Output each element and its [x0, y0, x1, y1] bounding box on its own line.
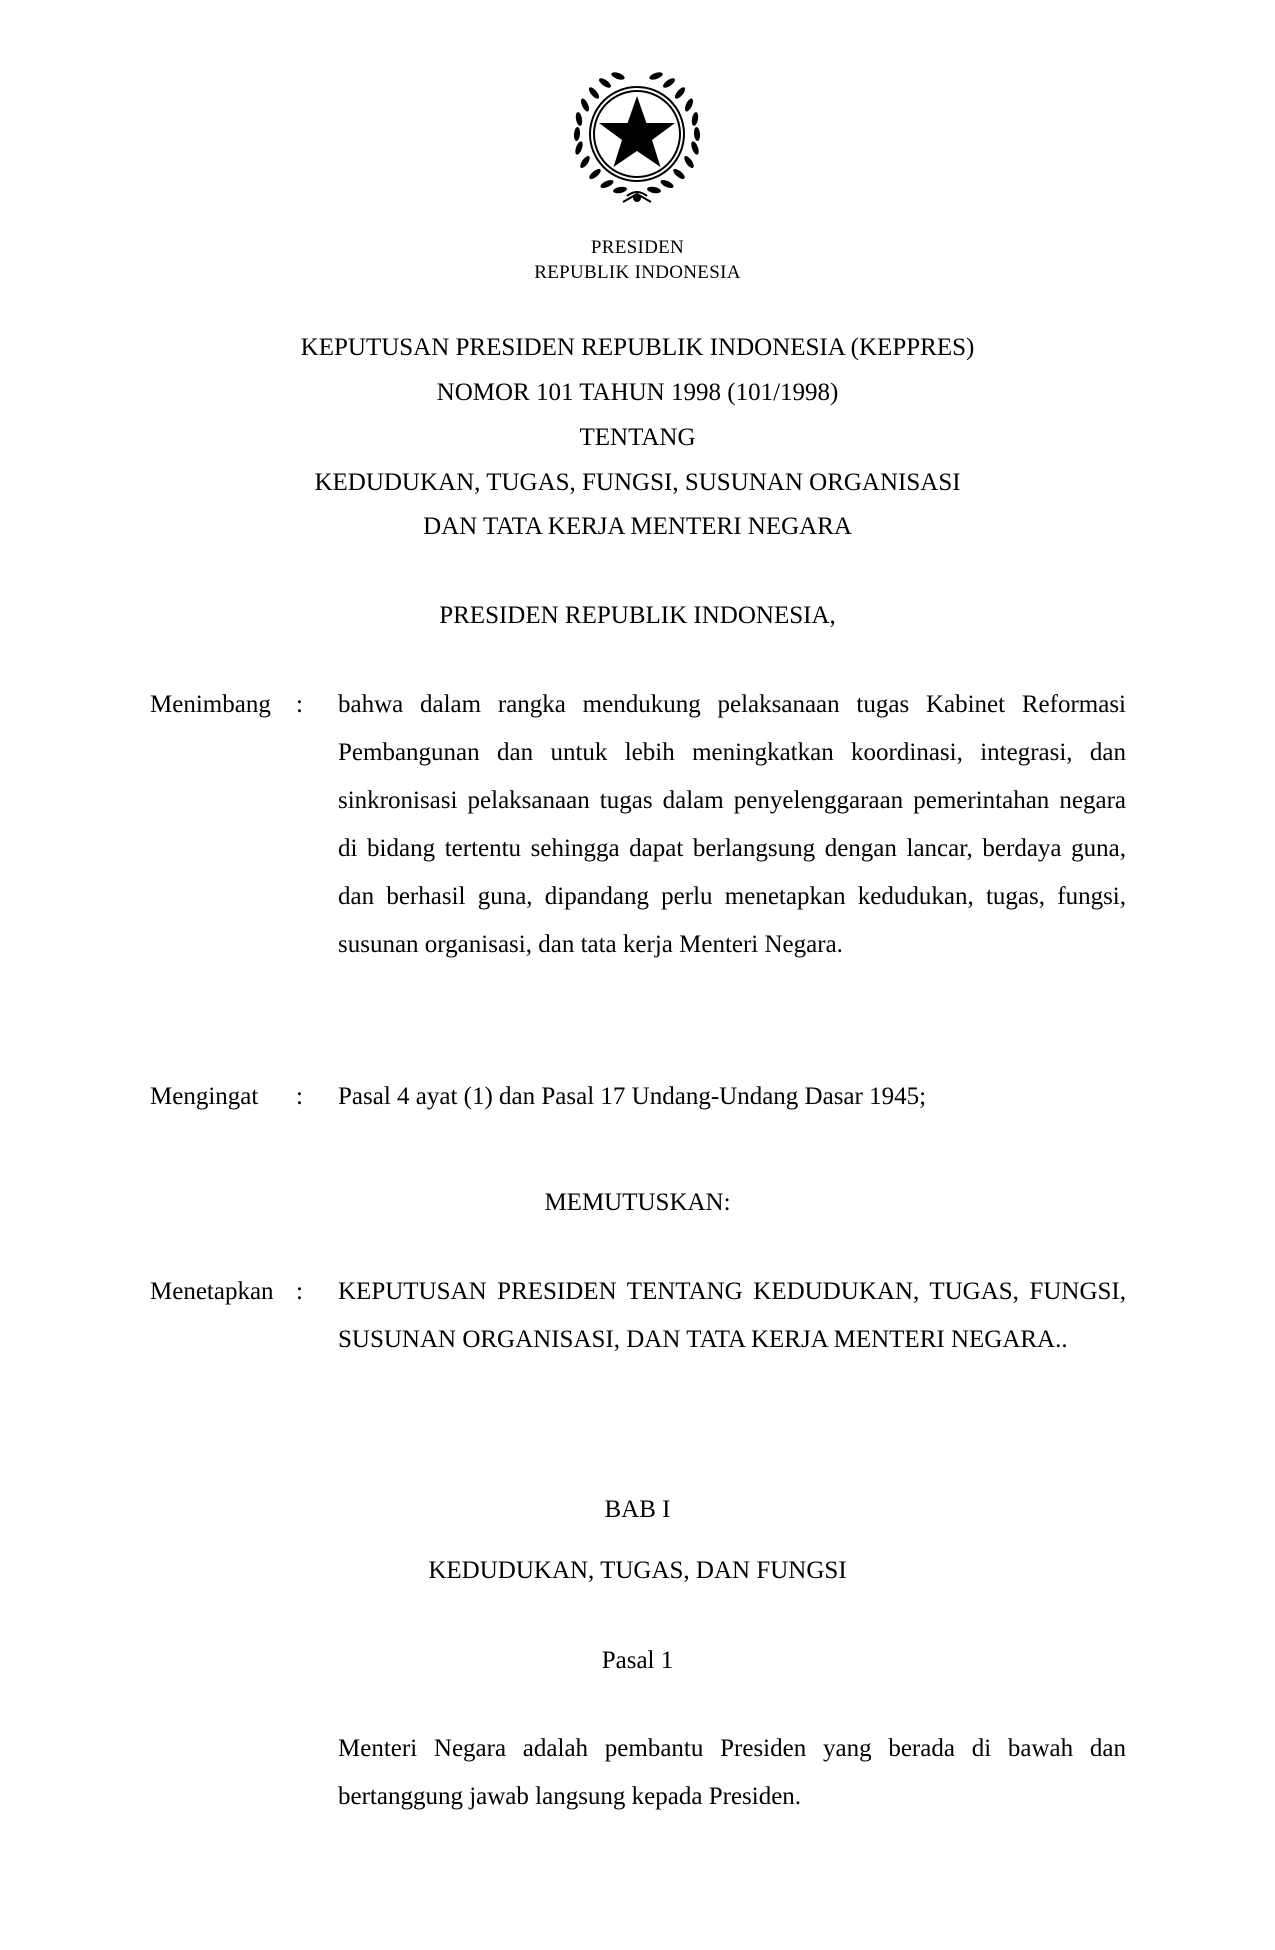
menetapkan-text: KEPUTUSAN PRESIDEN TENTANG KEDUDUKAN, TUGAS, FUNGSI, SUSUNAN ORGANISASI, DAN TATA KERJA MENTERI NEGARA..: [338, 1278, 1126, 1353]
mengingat-label: Mengingat: [150, 1083, 259, 1110]
menimbang-colon: :: [296, 691, 303, 718]
menetapkan-label: Menetapkan: [150, 1278, 274, 1305]
pasal-title: Pasal 1: [601, 1647, 674, 1674]
title-line-1: KEPUTUSAN PRESIDEN REPUBLIK INDONESIA (KEPPRES): [300, 334, 975, 361]
mengingat-colon: :: [296, 1083, 303, 1110]
title-line-3: TENTANG: [579, 424, 696, 451]
menimbang-text: bahwa dalam rangka mendukung pelaksanaan tugas Kabinet Reformasi Pembangunan dan untuk lebih meningkatkan koordinasi, integrasi, dan sinkronisasi pelaksanaan tugas dalam penyelenggaraan pemerintahan negara di bidang tertentu sehingga dapat berlangsung dengan lancar, berdaya guna, dan berhasil guna, dipandang perlu menetapkan kedudukan, tugas, fungsi, susunan organisasi, dan tata kerja Menteri Negara.: [338, 691, 1126, 958]
bab-number: BAB I: [604, 1496, 671, 1523]
memutuskan-heading: MEMUTUSKAN:: [544, 1189, 731, 1216]
pasal-text: Menteri Negara adalah pembantu Presiden yang berada di bawah dan bertanggung jawab langsung kepada Presiden.: [338, 1735, 1126, 1810]
menetapkan-colon: :: [296, 1278, 303, 1305]
presidential-seal-icon: [557, 56, 717, 216]
menimbang-label: Menimbang: [150, 691, 271, 718]
letterhead-line-1: PRESIDEN: [590, 237, 685, 258]
title-line-2: NOMOR 101 TAHUN 1998 (101/1998): [436, 379, 839, 406]
mengingat-text: Pasal 4 ayat (1) dan Pasal 17 Undang-Undang Dasar 1945;: [338, 1083, 927, 1110]
star-icon: [599, 96, 675, 167]
bab-title: KEDUDUKAN, TUGAS, DAN FUNGSI: [428, 1557, 847, 1584]
title-line-5: DAN TATA KERJA MENTERI NEGARA: [423, 513, 852, 540]
issuer-heading: PRESIDEN REPUBLIK INDONESIA,: [439, 602, 836, 629]
letterhead-line-2: REPUBLIK INDONESIA: [534, 262, 741, 283]
title-line-4: KEDUDUKAN, TUGAS, FUNGSI, SUSUNAN ORGANISASI: [314, 469, 961, 496]
